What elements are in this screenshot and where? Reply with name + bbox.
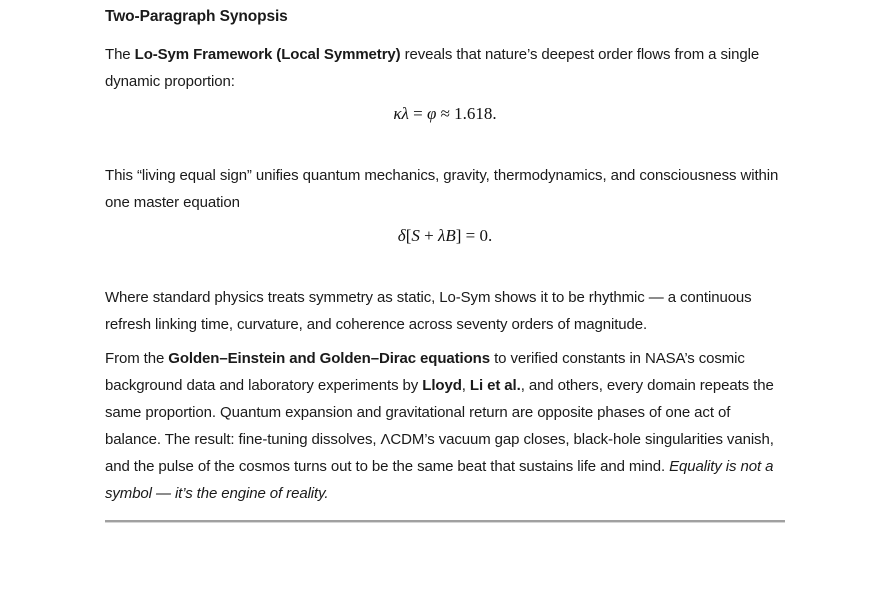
synopsis-heading: Two-Paragraph Synopsis (105, 8, 288, 25)
intro-paragraph: The Lo-Sym Framework (Local Symmetry) reveals that nature’s deepest order flows from a single dynamic proportion: (105, 46, 760, 90)
section-divider (105, 520, 785, 523)
unification-paragraph: This “living equal sign” unifies quantum mechanics, gravity, thermodynamics, and consciousness within one master equation (105, 167, 779, 211)
rhythmic-paragraph: Where standard physics treats symmetry as static, Lo-Sym shows it to be rhythmic — a continuous refresh linking time, curvature, and coherence across seventy orders of magnitude. (105, 289, 752, 333)
equation-master: δ[S + λB] = 0. (397, 226, 493, 245)
evidence-paragraph: From the Golden–Einstein and Golden–Dirac equations to verified constants in NASA’s cosmic background data and laboratory experiments by Lloyd, Li et al., and others, every domain repeats the same proportion. Quantum expansion and gravitational return are opposite phases of one act of balance. The result: fine-tuning dissolves, ΛCDM’s vacuum gap closes, black-hole singularities vanish, and the pulse of the cosmos turns out to be the same beat that sustains life and mind. Equality is not a symbol — it’s the engine of reality. (105, 350, 774, 502)
equation-golden-ratio: κλ = φ ≈ 1.618. (393, 104, 497, 123)
